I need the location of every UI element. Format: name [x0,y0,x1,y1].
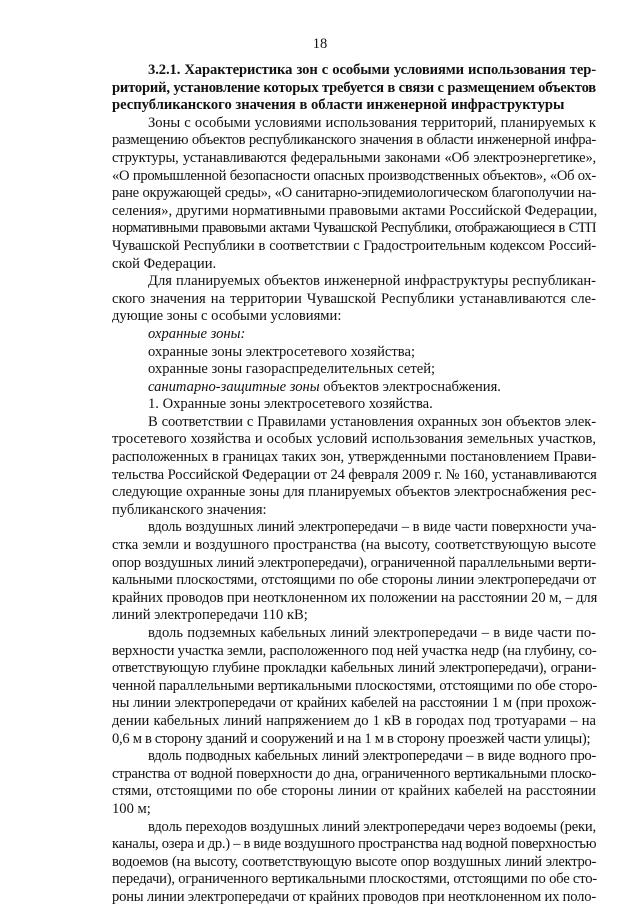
text-line: верхности участка земли, расположенного под ней участка недр (на глубину, со- [112,642,597,659]
text-line: каналы, озера и др.) – в виде воздушного пространства над водной поверхностью [112,836,597,853]
text-line: крайних проводов при неотклоненном их положении на расстоянии 20 м, – для [112,589,598,606]
paragraph [112,519,596,625]
paragraph [112,273,596,326]
text-line: следующие охранные зоны для планируемых объектов электроснабжения рес- [112,484,596,501]
text-line: 0,6 м в сторону зданий и сооружений и на 1 м в сторону проезжей части улицы); [112,730,591,747]
text-line: 100 м; [112,800,151,817]
list-emphasis: санитарно-защитные зоны [148,378,320,395]
paragraph [112,748,596,818]
text-line: дении кабельных линий напряжением до 1 кВ в городах под тротуарами – на [112,712,596,729]
list-subheading: охранные зоны: [148,325,246,342]
text-line: дующие зоны с особыми условиями: [112,308,342,325]
text-line: «О промышленной безопасности опасных производственных объектов», «Об ох- [112,167,596,184]
heading-line: риторий, установление которых требуется в связи с размещением объектов [112,79,596,96]
heading-line: республиканского значения в области инженерной инфраструктуры [112,97,565,114]
text-line: ране окружающей среды», «О санитарно-эпидемиологическом благополучии на- [112,185,596,202]
text-line: стями, отстоящими по обе стороны линии от крайних кабелей на расстоянии [112,783,596,800]
text-line: Чувашской Республики в соответствии с Градостроительным кодексом Россий- [112,237,596,254]
text-line: публиканского значения: [112,501,267,518]
text-line: ответствующую глубине прокладки кабельных линий электропередачи), ограни- [112,660,596,677]
text-line: тросетевого хозяйства и особых условий использования земельных участков, [112,431,596,448]
text-line: вдоль переходов воздушных линий электропередачи через водоемы (реки, [148,818,596,835]
text-line: В соответствии с Правилами установления охранных зон объектов элек- [148,413,596,430]
list-item [112,326,596,344]
list-item-text: объектов электроснабжения. [319,378,501,395]
text-line: вдоль подводных кабельных линий электропередачи – в виде водного про- [148,748,596,765]
text-line: опор воздушных линий электропередачи), ограниченной параллельными верти- [112,554,596,571]
text-line: стка земли и воздушного пространства (на высоту, соответствующую высоте [112,537,596,554]
text-line: Для планируемых объектов инженерной инфраструктуры республикан- [148,273,596,290]
paragraph [112,115,596,273]
zone-list [112,326,596,396]
section-heading [112,62,596,115]
subsection-title: 1. Охранные зоны электросетевого хозяйства. [148,396,433,413]
text-line: роны линии электропередачи от крайних проводов при неотклоненном их поло- [112,888,596,905]
text-line: размещению объектов республиканского значения в области инженерной инфра- [112,132,596,149]
text-line: кальными плоскостями, отстоящими по обе стороны линии электропередачи от [112,572,596,589]
text-line: селения», другими нормативными правовыми актами Российской Федерации, [112,202,598,219]
text-line: водоемов (на высоту, соответствующую высоте опор воздушных линий электро- [112,853,596,870]
text-line: странства от водной поверхности до дна, ограниченного вертикальными плоско- [112,765,596,782]
text-line: Зоны с особыми условиями использования территорий, планируемых к [148,114,596,131]
paragraph [112,625,596,748]
text-line: расположенных в границах таких зон, утвержденными постановлением Прави- [112,449,596,466]
heading-line: 3.2.1. Характеристика зон с особыми условиями использования тер- [148,62,596,78]
page-number: 18 [312,36,328,52]
text-line: тельства Российской Федерации от 24 февраля 2009 г. № 160, устанавливаются [112,466,597,483]
text-line: вдоль подземных кабельных линий электропередачи – в виде части по- [148,625,596,641]
text-line: нормативными правовыми актами Чувашской Республики, отображающиеся в СТП [112,220,596,237]
list-item: охранные зоны электросетевого хозяйства; [148,343,416,360]
paragraph [112,414,596,520]
text-line: вдоль воздушных линий электропередачи – в виде части поверхности уча- [148,519,596,536]
paragraph [112,819,596,907]
text-line: линий электропередачи 110 кВ; [112,607,308,624]
list-item: охранные зоны газораспределительных сетей; [148,361,436,378]
text-line: ской Федерации. [112,255,217,272]
text-line: структуры, устанавливаются федеральными законами «Об электроэнергетике», [112,149,596,166]
text-line: ченной параллельными вертикальными плоскостями, отстоящими по обе сторо- [112,677,598,694]
text-line: ны линии электропередачи от крайних кабелей на расстоянии 1 м (при прохож- [112,695,596,712]
text-line: передачи), ограниченного вертикальными плоскостями, отстоящими по обе сто- [112,871,597,888]
document-body [112,62,596,907]
list-item [112,379,596,397]
text-line: ского значения на территории Чувашской Республики устанавливаются сле- [112,290,596,307]
